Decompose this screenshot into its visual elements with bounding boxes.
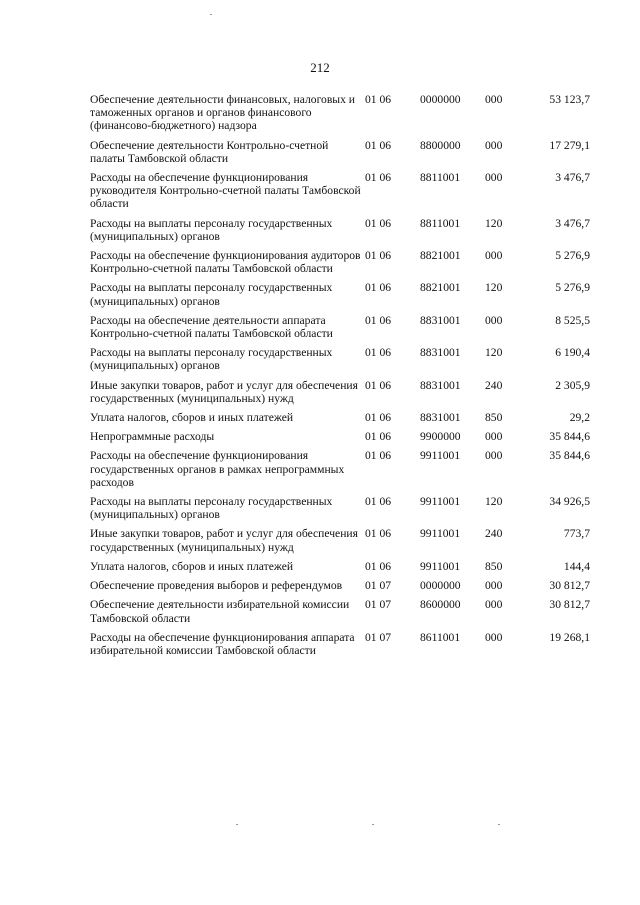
row-name: Расходы на выплаты персоналу государственных (муниципальных) органов — [90, 346, 333, 373]
row-name: Обеспечение проведения выборов и референдумов — [90, 579, 343, 593]
row-target-article: 8821001 — [420, 249, 461, 263]
row-target-article: 8600000 — [420, 598, 461, 612]
row-target-article: 9911001 — [420, 559, 461, 573]
row-expense-type: 000 — [485, 579, 503, 593]
table-row — [90, 449, 590, 495]
row-name: Расходы на обеспечение функционирования аппарата избирательной комиссии Тамбовской области — [90, 630, 355, 657]
row-amount: 30 812,7 — [549, 579, 590, 593]
row-name: Расходы на выплаты персоналу государственных (муниципальных) органов — [90, 281, 333, 308]
row-target-article: 8811001 — [420, 216, 461, 230]
row-expense-type: 000 — [485, 449, 503, 463]
row-name: Расходы на обеспечение деятельности аппарата Контрольно-счетной палаты Тамбовской области — [90, 313, 333, 341]
row-name: Обеспечение деятельности финансовых, налоговых и таможенных органов и органов финансового (финансово-бюджетного) надзора — [90, 93, 355, 133]
row-name: Расходы на обеспечение функционирования руководителя Контрольно-счетной палаты Тамбовской области — [90, 171, 361, 211]
row-amount: 35 844,6 — [549, 449, 590, 463]
row-target-article: 9911001 — [420, 495, 461, 509]
row-amount: 19 268,1 — [549, 630, 590, 644]
row-name: Уплата налогов, сборов и иных платежей — [90, 559, 294, 573]
scan-speck — [372, 824, 374, 825]
row-target-article: 8821001 — [420, 281, 461, 295]
row-target-article: 8831001 — [420, 411, 461, 425]
budget-table — [90, 93, 590, 663]
row-amount: 3 476,7 — [555, 171, 590, 185]
row-amount: 34 926,5 — [549, 495, 590, 509]
scan-speck — [236, 824, 238, 825]
table-row — [90, 579, 590, 598]
row-expense-type: 000 — [485, 249, 503, 263]
row-section-code: 01 06 — [365, 93, 392, 106]
row-name: Расходы на выплаты персоналу государственных (муниципальных) органов — [90, 216, 333, 243]
row-target-article: 8831001 — [420, 346, 461, 360]
row-amount: 53 123,7 — [549, 93, 590, 106]
row-section-code: 01 06 — [365, 249, 392, 263]
row-name: Расходы на обеспечение функционирования государственных органов в рамках непрограммных расходов — [90, 449, 345, 489]
table-row — [90, 411, 590, 430]
row-amount: 6 190,4 — [555, 346, 590, 360]
row-expense-type: 000 — [485, 430, 503, 444]
row-target-article: 9900000 — [420, 430, 461, 444]
row-amount: 3 476,7 — [555, 216, 590, 230]
row-name: Обеспечение деятельности Контрольно-счетной палаты Тамбовской области — [90, 138, 329, 165]
row-expense-type: 120 — [485, 216, 503, 230]
row-section-code: 01 06 — [365, 281, 392, 295]
row-amount: 5 276,9 — [555, 281, 590, 295]
table-row — [90, 139, 590, 171]
row-amount: 144,4 — [563, 559, 590, 573]
row-expense-type: 240 — [485, 378, 503, 392]
table-row — [90, 217, 590, 249]
row-section-code: 01 06 — [365, 138, 392, 152]
row-section-code: 01 06 — [365, 430, 392, 444]
row-target-article: 8811001 — [420, 171, 461, 185]
scan-speck — [498, 824, 500, 825]
row-name: Иные закупки товаров, работ и услуг для обеспечения государственных (муниципальных) нужд — [90, 378, 358, 405]
row-amount: 17 279,1 — [549, 138, 590, 152]
table-row — [90, 249, 590, 281]
row-name: Уплата налогов, сборов и иных платежей — [90, 411, 294, 425]
row-section-code: 01 06 — [365, 171, 392, 185]
row-expense-type: 000 — [485, 138, 503, 152]
row-target-article: 8800000 — [420, 138, 461, 152]
row-expense-type: 120 — [485, 281, 503, 295]
row-name: Иные закупки товаров, работ и услуг для обеспечения государственных (муниципальных) нужд — [90, 527, 358, 554]
row-section-code: 01 07 — [365, 630, 392, 644]
row-section-code: 01 06 — [365, 411, 392, 425]
row-amount: 30 812,7 — [549, 598, 590, 612]
budget-table-body — [90, 93, 590, 663]
row-name: Непрограммные расходы — [90, 430, 215, 444]
table-row — [90, 598, 590, 630]
table-row — [90, 631, 590, 663]
row-expense-type: 120 — [485, 346, 503, 360]
row-target-article: 8831001 — [420, 313, 461, 327]
row-section-code: 01 06 — [365, 559, 392, 573]
row-target-article: 9911001 — [420, 449, 461, 463]
row-expense-type: 000 — [485, 313, 503, 327]
row-target-article: 0000000 — [420, 579, 461, 593]
table-row — [90, 171, 590, 217]
row-section-code: 01 06 — [365, 495, 392, 509]
table-row — [90, 379, 590, 411]
row-amount: 8 525,5 — [555, 313, 590, 327]
scan-speck — [210, 14, 212, 15]
row-name: Расходы на выплаты персоналу государственных (муниципальных) органов — [90, 495, 333, 522]
row-section-code: 01 06 — [365, 378, 392, 392]
table-row — [90, 495, 590, 527]
row-expense-type: 000 — [485, 630, 503, 644]
row-amount: 5 276,9 — [555, 249, 590, 263]
row-amount: 29,2 — [569, 411, 590, 425]
row-target-article: 8611001 — [420, 630, 461, 644]
page-number: 212 — [310, 60, 330, 75]
row-section-code: 01 07 — [365, 579, 392, 593]
row-expense-type: 850 — [485, 559, 503, 573]
table-row — [90, 314, 590, 346]
row-section-code: 01 06 — [365, 216, 392, 230]
row-expense-type: 120 — [485, 495, 503, 509]
row-expense-type: 850 — [485, 411, 503, 425]
row-target-article: 0000000 — [420, 93, 461, 106]
table-row — [90, 560, 590, 579]
row-section-code: 01 07 — [365, 598, 392, 612]
row-target-article: 9911001 — [420, 527, 461, 541]
row-expense-type: 000 — [485, 598, 503, 612]
row-expense-type: 240 — [485, 527, 503, 541]
table-row — [90, 527, 590, 559]
table-row — [90, 346, 590, 378]
row-amount: 773,7 — [563, 527, 590, 541]
row-section-code: 01 06 — [365, 346, 392, 360]
table-row — [90, 281, 590, 313]
row-name: Расходы на обеспечение функционирования аудиторов Контрольно-счетной палаты Тамбовской области — [90, 249, 361, 276]
row-section-code: 01 06 — [365, 527, 392, 541]
row-amount: 35 844,6 — [549, 430, 590, 444]
row-section-code: 01 06 — [365, 449, 392, 463]
table-row — [90, 93, 590, 139]
row-expense-type: 000 — [485, 93, 503, 106]
row-expense-type: 000 — [485, 171, 503, 185]
row-amount: 2 305,9 — [555, 378, 590, 392]
table-row — [90, 430, 590, 449]
row-name: Обеспечение деятельности избирательной комиссии Тамбовской области — [90, 598, 350, 625]
row-section-code: 01 06 — [365, 313, 392, 327]
row-target-article: 8831001 — [420, 378, 461, 392]
